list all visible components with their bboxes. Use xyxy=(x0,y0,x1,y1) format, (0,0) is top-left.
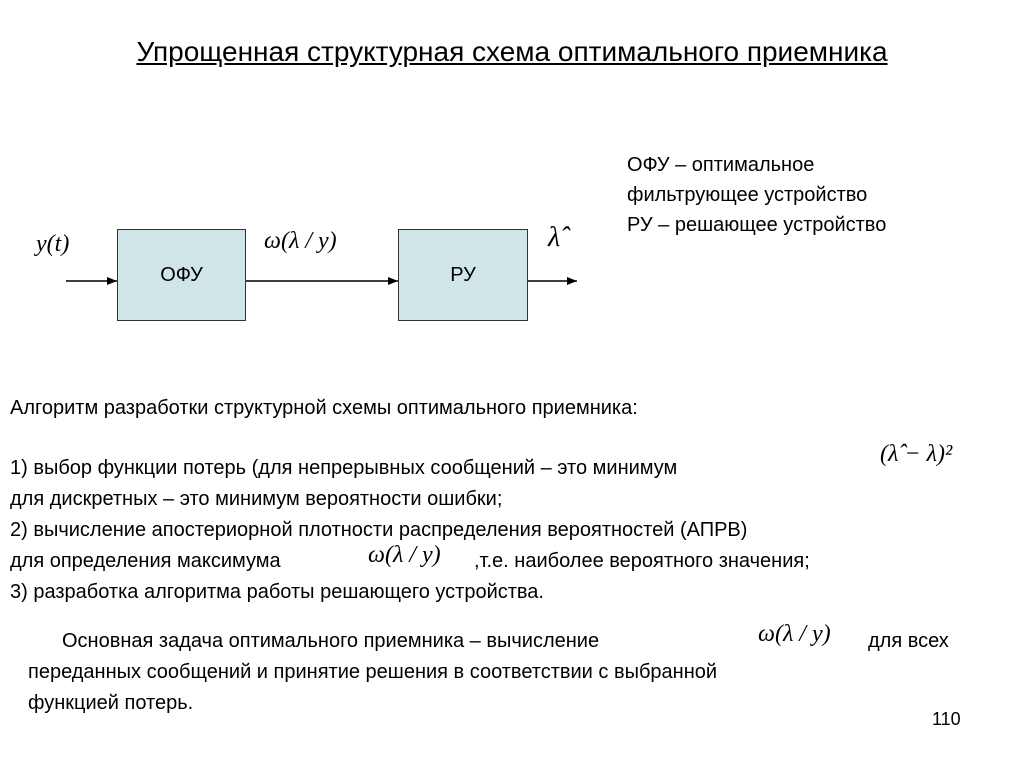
loss-function-formula: (λ̂ − λ)² xyxy=(880,441,953,467)
conclusion-line2: переданных сообщений и принятие решения в соответствии с выбранной xyxy=(28,661,718,683)
conclusion-formula: ω(λ / y) xyxy=(758,621,831,647)
posterior-density-formula: ω(λ / y) xyxy=(368,542,441,568)
input-signal-label: y(t) xyxy=(36,231,70,257)
page-number: 110 xyxy=(932,709,961,729)
definition-line: РУ – решающее устройство xyxy=(627,214,887,236)
output-estimate-label: λ̂ xyxy=(548,222,561,253)
ofu-block xyxy=(117,229,246,321)
algorithm-step3: 3) разработка алгоритма работы решающего устройства. xyxy=(10,581,544,603)
ru-block xyxy=(398,229,528,321)
ofu-block-label: ОФУ xyxy=(160,263,203,286)
definitions xyxy=(627,150,886,240)
conclusion-line1: Основная задача оптимального приемника – вычисление xyxy=(62,630,600,652)
algorithm-heading: Алгоритм разработки структурной схемы оптимального приемника: xyxy=(10,397,638,419)
algorithm-step1: 1) выбор функции потерь (для непрерывных сообщений – это минимум xyxy=(10,457,678,479)
conclusion-line3: функцией потерь. xyxy=(28,692,194,714)
algorithm-step2-end: ,т.е. наиболее вероятного значения; xyxy=(474,550,810,572)
posterior-density-label: ω(λ / y) xyxy=(264,228,337,254)
ru-block-label: РУ xyxy=(450,263,476,286)
algorithm-step2: 2) вычисление апостериорной плотности распределения вероятностей (АПРВ) xyxy=(10,519,748,541)
page-title: Упрощенная структурная схема оптимального приемника xyxy=(136,36,888,67)
conclusion-line1-end: для всех xyxy=(868,630,949,652)
algorithm-step1-cont: для дискретных – это минимум вероятности ошибки; xyxy=(10,488,503,510)
definition-line: ОФУ – оптимальное xyxy=(627,154,815,176)
definition-line: фильтрующее устройство xyxy=(627,184,868,206)
algorithm-step2-cont: для определения максимума xyxy=(10,550,281,572)
